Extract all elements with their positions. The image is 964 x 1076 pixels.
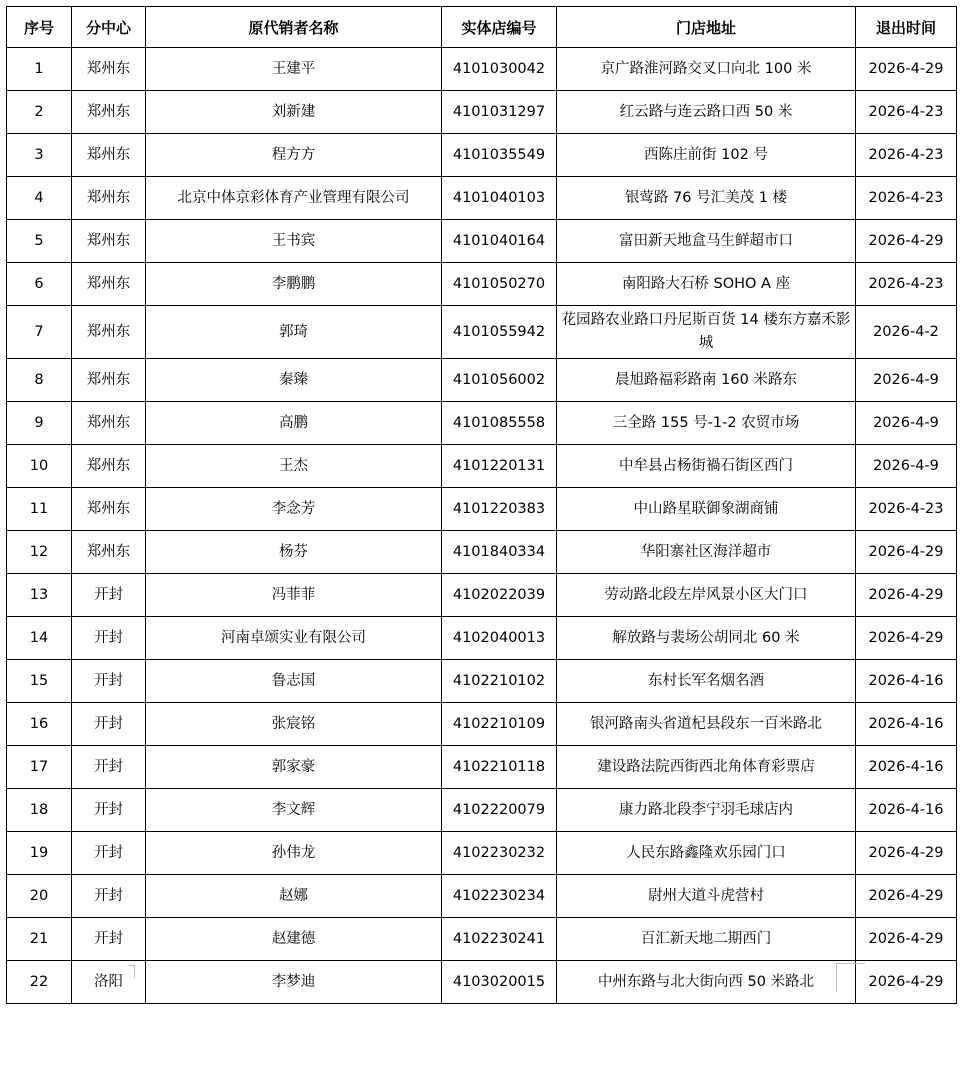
cell-exit-date: 2026-4-29 — [856, 875, 957, 918]
table-row — [7, 961, 957, 1004]
cell-store-number: 4101085558 — [442, 402, 557, 445]
table-row — [7, 134, 957, 177]
cell-store-address: 三全路 155 号-1-2 农贸市场 — [557, 402, 856, 445]
cell-retailer-name: 刘新建 — [146, 91, 442, 134]
table-row — [7, 177, 957, 220]
cell-exit-date: 2026-4-29 — [856, 918, 957, 961]
cell-exit-date: 2026-4-9 — [856, 445, 957, 488]
cell-store-address: 康力路北段李宁羽毛球店内 — [557, 789, 856, 832]
cell-store-number: 4102040013 — [442, 617, 557, 660]
cell-exit-date: 2026-4-29 — [856, 574, 957, 617]
cell-exit-date: 2026-4-29 — [856, 832, 957, 875]
cell-retailer-name: 王书宾 — [146, 220, 442, 263]
cell-retailer-name: 秦臻 — [146, 359, 442, 402]
table-row — [7, 918, 957, 961]
table-row — [7, 263, 957, 306]
cell-index: 16 — [7, 703, 72, 746]
cell-store-address: 西陈庄前街 102 号 — [557, 134, 856, 177]
cell-store-address: 解放路与裴场公胡同北 60 米 — [557, 617, 856, 660]
cell-store-number: 4102210109 — [442, 703, 557, 746]
cell-exit-date: 2026-4-23 — [856, 134, 957, 177]
table-row — [7, 574, 957, 617]
cell-index: 1 — [7, 48, 72, 91]
cell-store-address: 百汇新天地二期西门 — [557, 918, 856, 961]
cell-store-address: 红云路与连云路口西 50 米 — [557, 91, 856, 134]
cell-subcenter: 郑州东 — [72, 531, 146, 574]
cell-retailer-name: 李鹏鹏 — [146, 263, 442, 306]
cell-store-number: 4101030042 — [442, 48, 557, 91]
cell-subcenter: 开封 — [72, 660, 146, 703]
cell-subcenter: 开封 — [72, 918, 146, 961]
cell-index: 10 — [7, 445, 72, 488]
cell-subcenter: 郑州东 — [72, 402, 146, 445]
cell-subcenter: 郑州东 — [72, 48, 146, 91]
cell-exit-date: 2026-4-23 — [856, 177, 957, 220]
table-row — [7, 789, 957, 832]
cell-store-address: 建设路法院西街西北角体育彩票店 — [557, 746, 856, 789]
cell-retailer-name: 鲁志国 — [146, 660, 442, 703]
cell-exit-date: 2026-4-29 — [856, 961, 957, 1004]
cell-index: 4 — [7, 177, 72, 220]
cell-exit-date: 2026-4-9 — [856, 402, 957, 445]
cell-index: 12 — [7, 531, 72, 574]
header-store-number: 实体店编号 — [442, 7, 557, 48]
cell-store-address: 银莺路 76 号汇美茂 1 楼 — [557, 177, 856, 220]
cell-index: 19 — [7, 832, 72, 875]
cell-retailer-name: 李念芳 — [146, 488, 442, 531]
cell-retailer-name: 赵建德 — [146, 918, 442, 961]
cell-subcenter: 郑州东 — [72, 91, 146, 134]
cell-store-address: 劳动路北段左岸风景小区大门口 — [557, 574, 856, 617]
cell-retailer-name: 李文辉 — [146, 789, 442, 832]
cell-store-number: 4101220383 — [442, 488, 557, 531]
corner-mark — [128, 965, 135, 978]
cell-retailer-name: 郭家豪 — [146, 746, 442, 789]
cell-index: 14 — [7, 617, 72, 660]
cell-store-number: 4101840334 — [442, 531, 557, 574]
cell-store-address: 京广路淮河路交叉口向北 100 米 — [557, 48, 856, 91]
table-row — [7, 359, 957, 402]
cell-subcenter: 郑州东 — [72, 177, 146, 220]
cell-store-number: 4101055942 — [442, 306, 557, 359]
cell-subcenter: 开封 — [72, 789, 146, 832]
header-index: 序号 — [7, 7, 72, 48]
cell-store-address: 富田新天地盒马生鲜超市口 — [557, 220, 856, 263]
header-subcenter: 分中心 — [72, 7, 146, 48]
cell-retailer-name: 王建平 — [146, 48, 442, 91]
table-row — [7, 832, 957, 875]
cell-exit-date: 2026-4-29 — [856, 617, 957, 660]
cell-store-address: 华阳寨社区海洋超市 — [557, 531, 856, 574]
cell-retailer-name: 杨芬 — [146, 531, 442, 574]
cell-retailer-name: 河南卓颂实业有限公司 — [146, 617, 442, 660]
cell-store-number: 4103020015 — [442, 961, 557, 1004]
cell-store-number: 4101040164 — [442, 220, 557, 263]
cell-store-address: 尉州大道斗虎营村 — [557, 875, 856, 918]
cell-store-address: 花园路农业路口丹尼斯百货 14 楼东方嘉禾影城 — [557, 306, 856, 359]
cell-subcenter: 郑州东 — [72, 134, 146, 177]
table-row — [7, 48, 957, 91]
header-row — [7, 7, 957, 48]
cell-store-number: 4101035549 — [442, 134, 557, 177]
header-retailer-name: 原代销者名称 — [146, 7, 442, 48]
cell-retailer-name: 李梦迪 — [146, 961, 442, 1004]
cell-subcenter: 郑州东 — [72, 359, 146, 402]
table-row — [7, 91, 957, 134]
cell-index: 7 — [7, 306, 72, 359]
cell-store-number: 4102230234 — [442, 875, 557, 918]
cell-retailer-name: 北京中体京彩体育产业管理有限公司 — [146, 177, 442, 220]
cell-retailer-name: 高鹏 — [146, 402, 442, 445]
cell-store-number: 4102210102 — [442, 660, 557, 703]
cell-store-address: 南阳路大石桥 SOHO A 座 — [557, 263, 856, 306]
cell-exit-date: 2026-4-23 — [856, 488, 957, 531]
cell-retailer-name: 张宸铭 — [146, 703, 442, 746]
table-row — [7, 306, 957, 359]
cell-store-number: 4102210118 — [442, 746, 557, 789]
cell-index: 22 — [7, 961, 72, 1004]
cell-subcenter: 郑州东 — [72, 263, 146, 306]
cell-retailer-name: 程方方 — [146, 134, 442, 177]
table-row — [7, 703, 957, 746]
cell-index: 2 — [7, 91, 72, 134]
cell-exit-date: 2026-4-2 — [856, 306, 957, 359]
cell-exit-date: 2026-4-23 — [856, 263, 957, 306]
cell-exit-date: 2026-4-16 — [856, 789, 957, 832]
retailer-exit-table — [6, 6, 957, 1004]
cell-exit-date: 2026-4-29 — [856, 531, 957, 574]
cell-index: 3 — [7, 134, 72, 177]
cell-exit-date: 2026-4-16 — [856, 703, 957, 746]
cell-store-number: 4102220079 — [442, 789, 557, 832]
cell-retailer-name: 孙伟龙 — [146, 832, 442, 875]
cell-exit-date: 2026-4-23 — [856, 91, 957, 134]
table-row — [7, 660, 957, 703]
table-row — [7, 875, 957, 918]
cell-subcenter: 开封 — [72, 703, 146, 746]
cell-store-address: 东村长军名烟名酒 — [557, 660, 856, 703]
cell-store-address: 晨旭路福彩路南 160 米路东 — [557, 359, 856, 402]
cell-index: 17 — [7, 746, 72, 789]
cell-store-number: 4101056002 — [442, 359, 557, 402]
cell-subcenter: 开封 — [72, 832, 146, 875]
cell-store-address: 人民东路鑫隆欢乐园门口 — [557, 832, 856, 875]
cell-retailer-name: 郭琦 — [146, 306, 442, 359]
cell-exit-date: 2026-4-29 — [856, 220, 957, 263]
corner-mark — [836, 963, 865, 992]
cell-store-address: 银河路南头省道杞县段东一百米路北 — [557, 703, 856, 746]
cell-index: 5 — [7, 220, 72, 263]
cell-store-number: 4101031297 — [442, 91, 557, 134]
cell-store-number: 4102230241 — [442, 918, 557, 961]
cell-subcenter: 郑州东 — [72, 488, 146, 531]
cell-store-number: 4102022039 — [442, 574, 557, 617]
cell-store-number: 4101220131 — [442, 445, 557, 488]
cell-index: 18 — [7, 789, 72, 832]
cell-store-address: 中州东路与北大街向西 50 米路北 — [557, 961, 856, 1004]
cell-subcenter: 洛阳 — [72, 961, 146, 1004]
cell-subcenter: 郑州东 — [72, 445, 146, 488]
cell-subcenter: 开封 — [72, 617, 146, 660]
cell-index: 11 — [7, 488, 72, 531]
cell-subcenter: 郑州东 — [72, 220, 146, 263]
cell-retailer-name: 赵娜 — [146, 875, 442, 918]
cell-subcenter: 郑州东 — [72, 306, 146, 359]
cell-subcenter: 开封 — [72, 875, 146, 918]
cell-subcenter: 开封 — [72, 746, 146, 789]
cell-store-number: 4101040103 — [442, 177, 557, 220]
header-store-address: 门店地址 — [557, 7, 856, 48]
cell-exit-date: 2026-4-16 — [856, 660, 957, 703]
table-row — [7, 617, 957, 660]
table-header — [7, 7, 957, 48]
table-row — [7, 220, 957, 263]
cell-index: 9 — [7, 402, 72, 445]
table-row — [7, 746, 957, 789]
cell-exit-date: 2026-4-9 — [856, 359, 957, 402]
table-row — [7, 445, 957, 488]
cell-retailer-name: 冯菲菲 — [146, 574, 442, 617]
cell-store-number: 4101050270 — [442, 263, 557, 306]
cell-exit-date: 2026-4-29 — [856, 48, 957, 91]
cell-index: 21 — [7, 918, 72, 961]
cell-store-address: 中山路星联御象湖商铺 — [557, 488, 856, 531]
cell-index: 13 — [7, 574, 72, 617]
cell-store-address: 中牟县占杨街禍石街区西门 — [557, 445, 856, 488]
cell-exit-date: 2026-4-16 — [856, 746, 957, 789]
header-exit-date: 退出时间 — [856, 7, 957, 48]
table-body — [7, 48, 957, 1004]
table-row — [7, 402, 957, 445]
cell-index: 8 — [7, 359, 72, 402]
cell-index: 6 — [7, 263, 72, 306]
cell-index: 15 — [7, 660, 72, 703]
table-row — [7, 531, 957, 574]
cell-subcenter: 开封 — [72, 574, 146, 617]
table-row — [7, 488, 957, 531]
cell-index: 20 — [7, 875, 72, 918]
cell-retailer-name: 王杰 — [146, 445, 442, 488]
cell-store-number: 4102230232 — [442, 832, 557, 875]
